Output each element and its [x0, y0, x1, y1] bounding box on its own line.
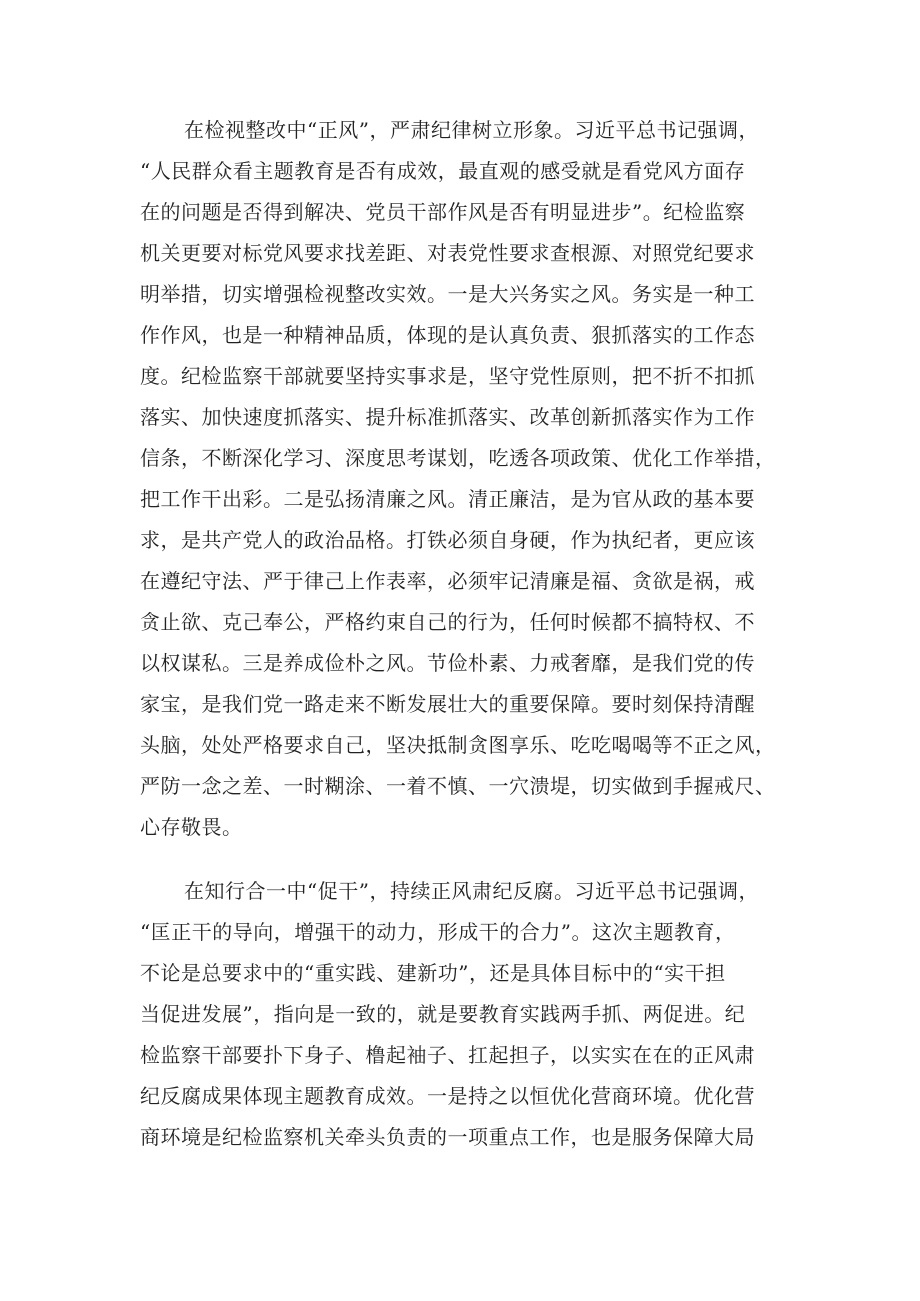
paragraph-line: 头脑，处处严格要求自己，坚决抵制贪图享乐、吃吃喝喝等不正之风，: [140, 733, 776, 757]
paragraph-line: 检监察干部要扑下身子、橹起袖子、扛起担子，以实实在在的正风肃: [140, 1043, 755, 1067]
paragraph-line: 商环境是纪检监察机关牵头负责的一项重点工作，也是服务保障大局: [140, 1125, 755, 1149]
paragraph-line: “人民群众看主题教育是否有成效，最直观的感受就是看党风方面存: [140, 159, 746, 183]
paragraph-line: 家宝，是我们党一路走来不断发展壮大的重要保障。要时刻保持清醒: [140, 692, 755, 716]
paragraph-line: 度。纪检监察干部就要坚持实事求是，坚守党性原则，把不折不扣抓: [140, 364, 755, 388]
paragraph-line: 贪止欲、克己奉公，严格约束自己的行为，任何时候都不搞特权、不: [140, 610, 755, 634]
paragraph-line: 以权谋私。三是养成俭朴之风。节俭朴素、力戒奢靡，是我们党的传: [140, 651, 755, 675]
paragraph-line: 明举措，切实增强检视整改实效。一是大兴务实之风。务实是一种工: [140, 282, 755, 306]
paragraph-line: 心存敬畏。: [140, 815, 243, 839]
paragraph-line: 把工作干出彩。二是弘扬清廉之风。清正廉洁，是为官从政的基本要: [140, 487, 755, 511]
paragraph-line: 在的问题是否得到解决、党员干部作风是否有明显进步”。纪检监察: [140, 200, 746, 224]
paragraph-line: 信条，不断深化学习、深度思考谋划，吃透各项政策、优化工作举措，: [140, 446, 776, 470]
paragraph-line: 不论是总要求中的“重实践、建新功”，还是具体目标中的“实干担: [140, 961, 726, 985]
paragraph-line: 纪反腐成果体现主题教育成效。一是持之以恒优化营商环境。优化营: [140, 1084, 755, 1108]
paragraph-line: “匡正干的导向，增强干的动力，形成干的合力”。这次主题教育，: [140, 920, 736, 944]
paragraph-line: 当促进发展”，指向是一致的，就是要教育实践两手抓、两促进。纪: [140, 1002, 746, 1026]
paragraph-line: 在检视整改中“正风”，严肃纪律树立形象。习近平总书记强调，: [184, 118, 759, 142]
paragraph-line: 机关更要对标党风要求找差距、对表党性要求查根源、对照党纪要求: [140, 241, 755, 265]
paragraph-line: 在知行合一中“促干”，持续正风肃纪反腐。习近平总书记强调，: [184, 879, 759, 903]
paragraph-line: 作作风，也是一种精神品质，体现的是认真负责、狠抓落实的工作态: [140, 323, 755, 347]
paragraph-line: 在遵纪守法、严于律己上作表率，必须牢记清廉是福、贪欲是祸，戒: [140, 569, 755, 593]
paragraph-line: 严防一念之差、一时糊涂、一着不慎、一穴溃堤，切实做到手握戒尺、: [140, 774, 776, 798]
paragraph-line: 落实、加快速度抓落实、提升标准抓落实、改革创新抓落实作为工作: [140, 405, 755, 429]
paragraph-line: 求，是共产党人的政治品格。打铁必须自身硬，作为执纪者，更应该: [140, 528, 755, 552]
